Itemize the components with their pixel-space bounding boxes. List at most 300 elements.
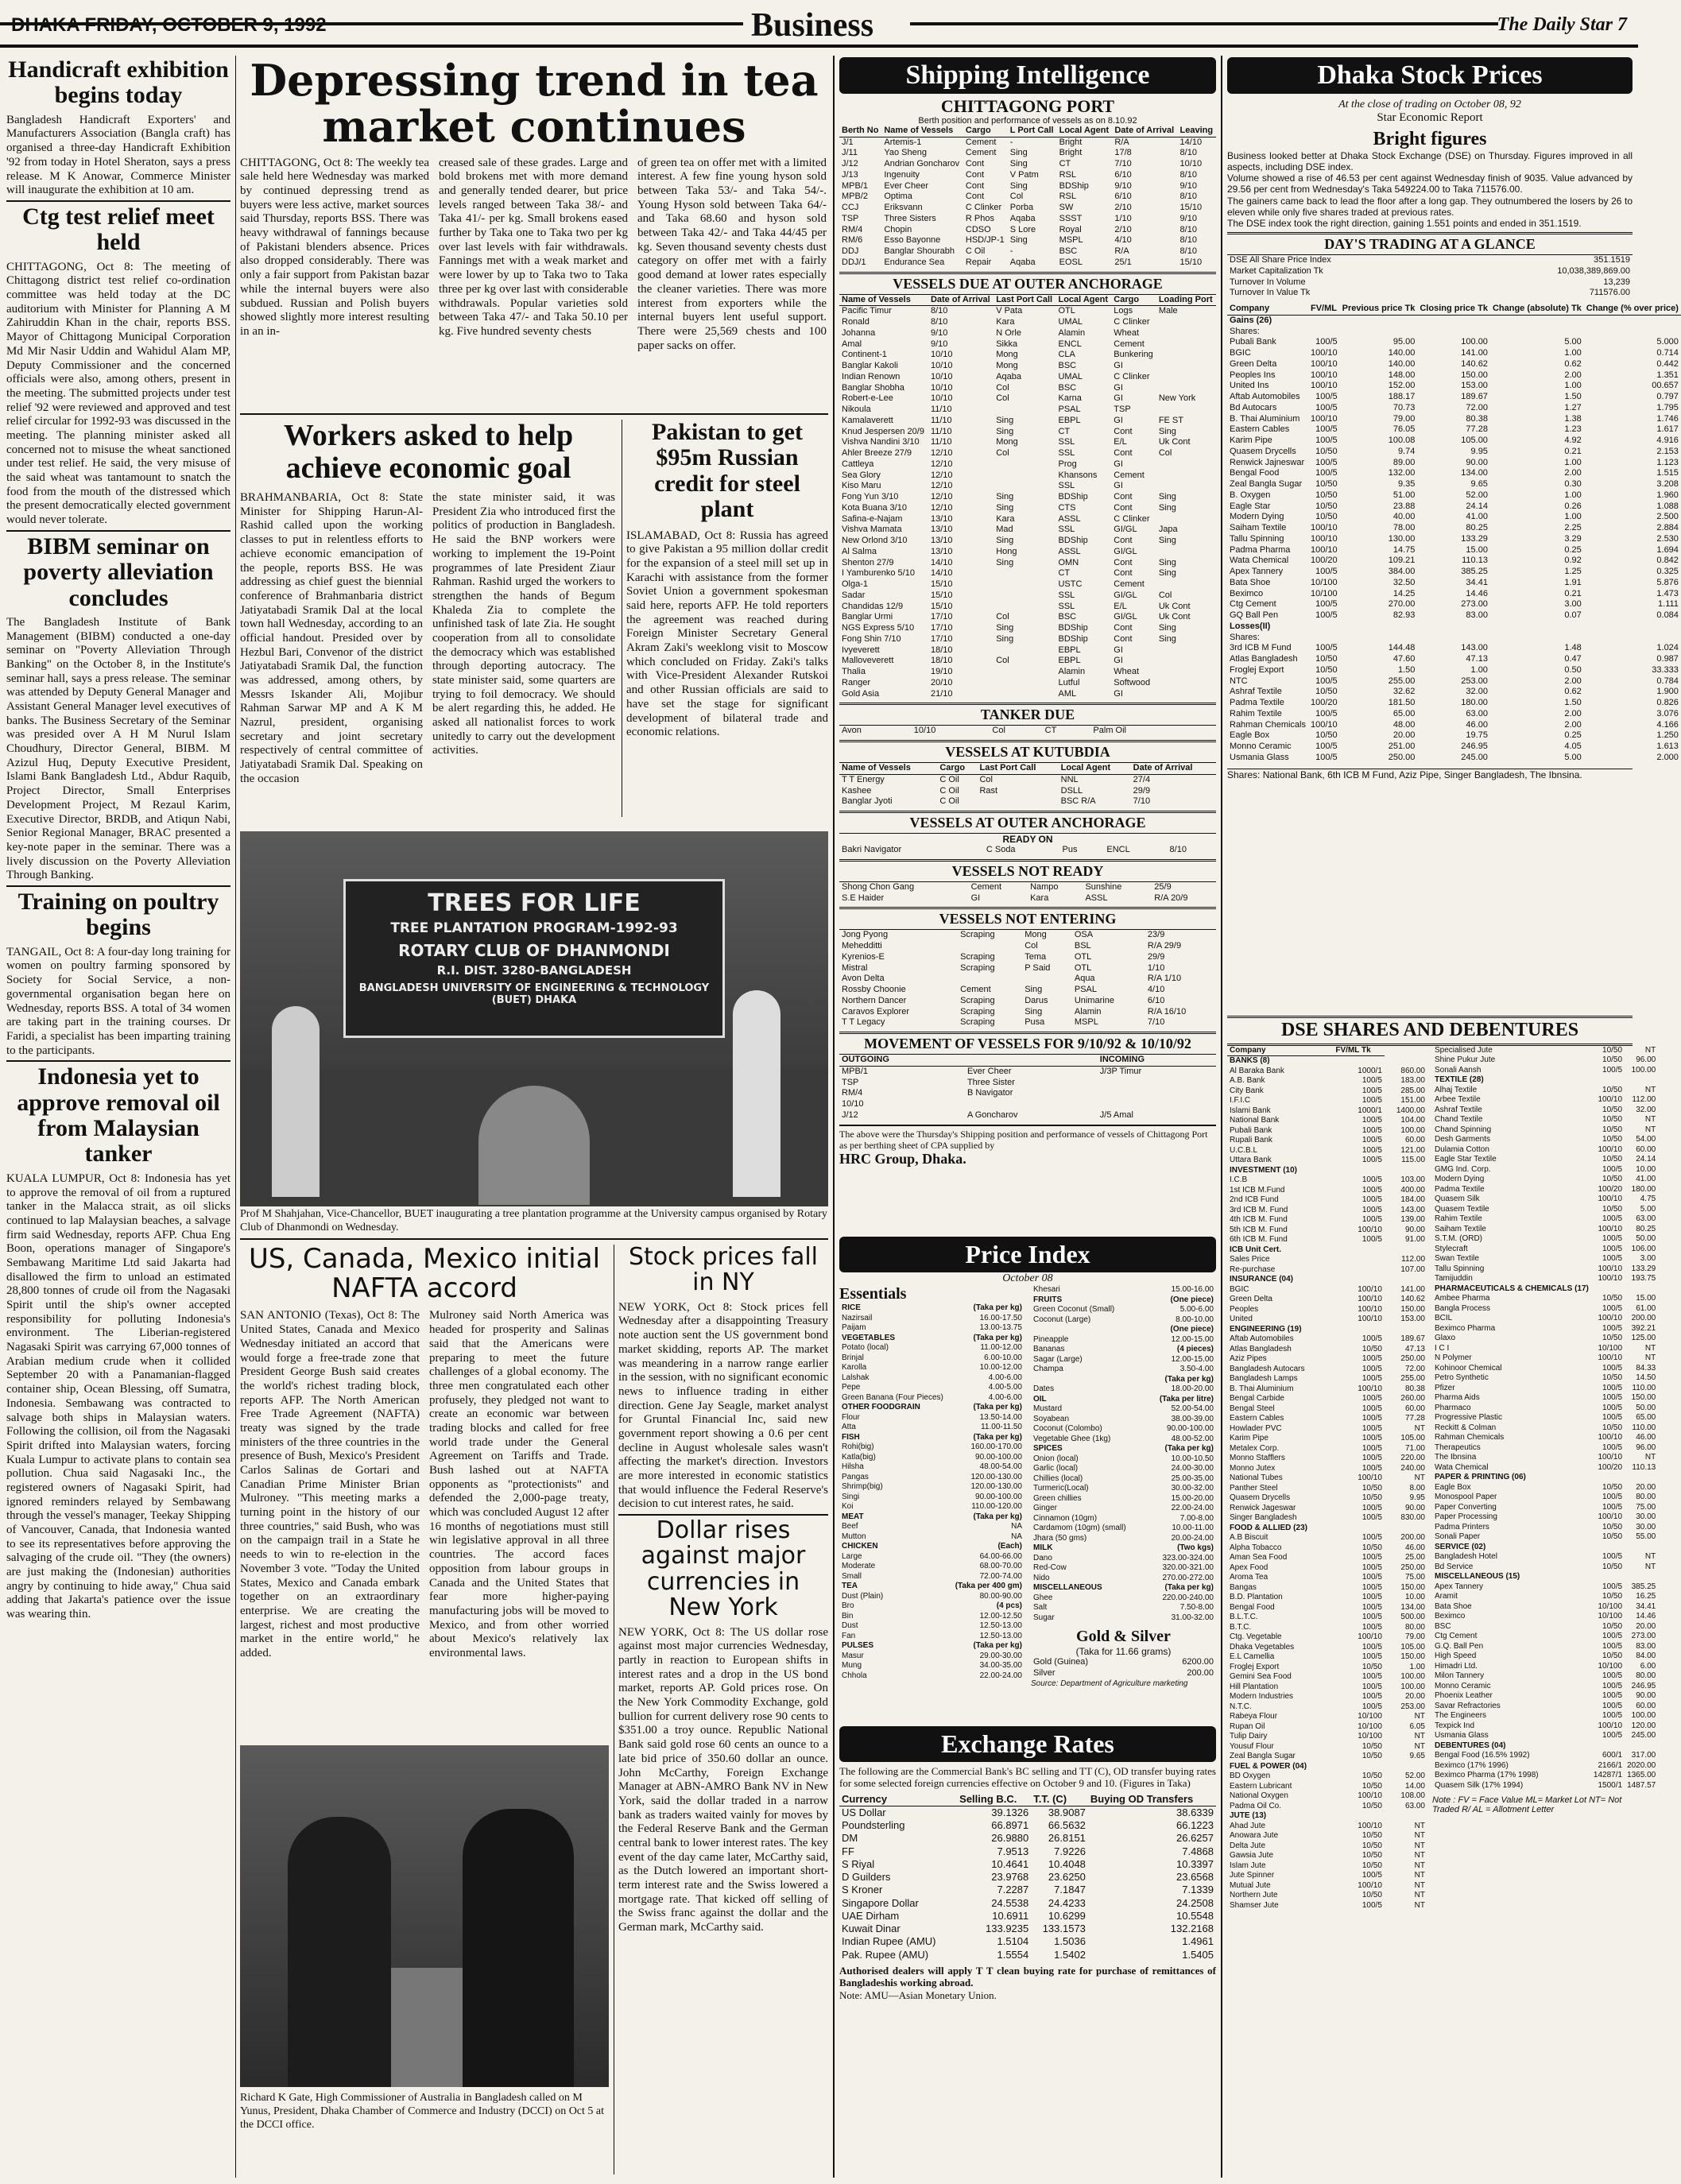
table-cell: Progressive Plastic: [1435, 1413, 1503, 1423]
table-cell: 0.21: [1564, 446, 1582, 456]
pakistan-story: [626, 420, 828, 817]
table-cell: SERVICE (02): [1435, 1542, 1486, 1551]
table-cell: 10/50: [1602, 1373, 1623, 1383]
table-cell: 132.2168: [1170, 1923, 1214, 1935]
table-cell: 317.00: [1631, 1751, 1656, 1760]
table-cell: 3rd ICB M Fund: [1230, 643, 1292, 653]
section-title: Business: [751, 7, 874, 44]
table-cell: 6/10: [1114, 192, 1132, 202]
table-row: [1432, 1264, 1658, 1275]
table-cell: 34.00-35.00: [979, 1661, 1022, 1670]
table-cell: 105.00: [1461, 436, 1488, 445]
table-cell: NA: [1011, 1522, 1022, 1531]
table-cell: Stylecraft: [1435, 1244, 1468, 1253]
price-row: [839, 1343, 1024, 1353]
table-row: [839, 893, 1216, 904]
table-cell: Glaxo: [1435, 1334, 1456, 1343]
table-cell: BDShip: [1058, 492, 1088, 501]
table-row: [839, 1910, 1216, 1923]
table-cell: 600/1: [1602, 1751, 1623, 1760]
table-cell: 181.50: [1388, 698, 1416, 707]
table-cell: [1490, 633, 1584, 644]
table-cell: 63.00: [1404, 1801, 1425, 1810]
table-row: [1432, 1702, 1658, 1712]
table-cell: 1487.57: [1627, 1780, 1656, 1790]
table-cell: Re-purchase: [1230, 1264, 1276, 1274]
table-cell: Alamin: [1058, 667, 1086, 676]
table-cell: 100/5: [1602, 1681, 1623, 1690]
table-cell: Jute Spinner: [1230, 1871, 1275, 1880]
price-row: [839, 1482, 1024, 1493]
table-cell: Usmania Glass: [1435, 1731, 1489, 1741]
price-row: [1031, 1603, 1216, 1613]
table-cell: Paijam: [842, 1323, 866, 1332]
table-cell: 100/5: [1361, 1096, 1382, 1106]
table-cell: 41.00: [1636, 1175, 1656, 1184]
table-cell: P Said: [1024, 962, 1051, 973]
table-cell: CLA: [1058, 350, 1075, 360]
price-row: [1031, 1305, 1216, 1315]
table-cell: Bright: [1059, 137, 1083, 147]
table-cell: 9.74: [1397, 446, 1416, 456]
table-cell: SSL: [1058, 481, 1075, 491]
table-cell: -: [1009, 246, 1013, 256]
table-cell: (One piece): [1170, 1295, 1214, 1304]
table-cell: 47.13: [1404, 1344, 1425, 1353]
gold-table: [1031, 1657, 1216, 1679]
table-row: [1227, 589, 1681, 600]
table-cell: Bangas: [1230, 1582, 1257, 1592]
table-cell: Rahman Chemicals: [1435, 1433, 1505, 1442]
table-cell: 100/5: [1361, 1642, 1382, 1652]
table-cell: Karim Pipe: [1230, 1434, 1268, 1443]
table-cell: 351.1519: [1594, 255, 1630, 265]
table-cell: I.F.I.C: [1230, 1096, 1251, 1106]
table-cell: 105.00: [1400, 1434, 1425, 1443]
table-row: [839, 1845, 1216, 1858]
table-cell: R/A: [1114, 137, 1129, 147]
table-cell: 188.17: [1388, 392, 1416, 401]
table-cell: Mong: [996, 437, 1018, 447]
table-cell: Bata Shoe: [1230, 577, 1271, 587]
table-cell: 12.00-12.50: [979, 1611, 1022, 1621]
table-cell: Soyabean: [1033, 1414, 1070, 1423]
table-cell: V Patm: [1009, 169, 1039, 180]
table-cell: 10.6911: [992, 1909, 1029, 1922]
table-row: [1432, 1691, 1658, 1702]
table-cell: 100/5: [1315, 752, 1338, 762]
table-cell: 60.00: [1404, 1136, 1425, 1145]
table-cell: 100/5: [1361, 1652, 1382, 1662]
table-cell: 100/5: [1361, 1404, 1382, 1413]
table-cell: DM: [842, 1832, 858, 1845]
table-cell: Sing: [1158, 492, 1176, 501]
table-cell: DDJ: [842, 246, 859, 256]
table-cell: [1156, 317, 1216, 328]
table-cell: Dhaka Vegetables: [1230, 1642, 1295, 1652]
table-cell: 10/50: [1315, 446, 1338, 456]
table-row: [839, 148, 1216, 159]
table-cell: 152.00: [1388, 381, 1416, 391]
table-cell: 10/100: [1598, 1343, 1623, 1353]
price-row: [1031, 1395, 1216, 1405]
table-cell: 29/9: [1133, 785, 1151, 796]
table-cell: 84.00: [1636, 1652, 1656, 1661]
table-cell: Fan: [842, 1631, 856, 1640]
table-cell: Pusa: [1024, 1017, 1045, 1028]
table-cell: Beximco (17% 1996): [1435, 1760, 1509, 1770]
table-row: [839, 558, 1216, 569]
table-cell: Ingenuity: [884, 169, 920, 180]
table-cell: 100/5: [1361, 1215, 1382, 1225]
table-cell: 10/50: [1361, 1841, 1382, 1850]
table-cell: Sonali Paper: [1435, 1532, 1481, 1542]
tea-story: [240, 57, 828, 407]
table-cell: Monno Jutex: [1230, 1463, 1276, 1473]
table-cell: Chandidas 12/9: [842, 601, 904, 611]
table-row: [1227, 1325, 1427, 1335]
table-cell: Aqaba: [1009, 213, 1036, 223]
table-row: [1432, 1046, 1658, 1056]
table-cell: FISH: [842, 1432, 860, 1442]
table-cell: Nazirsail: [842, 1313, 873, 1322]
table-cell: Saiham Textile: [1230, 523, 1287, 532]
table-row: [839, 678, 1216, 689]
dse-sub1: At the close of trading on October 08, 92: [1338, 99, 1521, 110]
table-cell: 100/5: [1602, 1383, 1623, 1392]
table-row: [1432, 1344, 1658, 1354]
table-cell: GI/GL: [1114, 525, 1137, 535]
column-header: Local Agent: [1059, 763, 1131, 774]
table-cell: [1385, 1762, 1427, 1772]
table-cell: 4.00-6.00: [988, 1373, 1022, 1382]
table-cell: [1333, 1255, 1384, 1265]
table-cell: 9/10: [1179, 180, 1197, 191]
table-row: [839, 974, 1216, 985]
table-cell: Sing: [1009, 148, 1028, 158]
table-row: [839, 416, 1216, 427]
table-cell: 46.00: [1636, 1433, 1656, 1442]
table-cell: Col: [996, 612, 1009, 622]
table-cell: Scraping: [960, 951, 995, 962]
table-cell: 110.13: [1632, 1462, 1656, 1472]
table-row: [1432, 1592, 1658, 1602]
table-cell: Turmeric(Local): [1033, 1484, 1089, 1493]
workers-story: [240, 420, 617, 825]
table-cell: 4.05: [1564, 742, 1582, 751]
table-row: [1227, 1533, 1427, 1543]
table-cell: 384.00: [1388, 567, 1416, 576]
table-row: [839, 525, 1216, 536]
nafta-col-1: SAN ANTONIO (Texas), Oct 8: The United States, Canada and Mexico Wednesday initiated an accord that would forge a free-trade zone that President George Bush said creates the world's richest trading block, reports AFP. The North American Free Trade Agreement (NAFTA) treaty was signed by the trade ministers of the three countries in the presence of Bush, Mexico's President Carlos Salinas de Gortari and Canadian Prime Minister Brian Mulroney. "This meeting marks a turning point in the history of our three countries," said Bush, who was on the campaign trail in a State he needs to win to re-election in the November 3 vote. "Today the United States, Mexico and Canada embark together on an extraordinary enterprise. We are creating the largest, richest and most productive market in the entire world," he added.: [240, 1309, 420, 1659]
table-cell: Cont: [1114, 502, 1133, 513]
table-cell: 10/50: [1602, 1045, 1623, 1055]
table-cell: Peoples: [1230, 1304, 1259, 1314]
table-row: [839, 405, 1216, 416]
table-cell: NT: [1414, 1861, 1425, 1870]
table-cell: [1591, 1572, 1625, 1582]
table-row: [1432, 1205, 1658, 1215]
page-label: The Daily Star 7: [1497, 14, 1627, 35]
table-cell: 10/10: [842, 1099, 864, 1109]
table-cell: 48.00-52.00: [1171, 1434, 1214, 1443]
table-cell: 323.00-324.00: [1162, 1553, 1214, 1562]
table-cell: Col: [996, 656, 1009, 666]
table-cell: 100/5: [1361, 1116, 1382, 1125]
table-cell: 2.000: [1656, 752, 1679, 762]
table-cell: Dates: [1033, 1384, 1055, 1393]
table-cell: FRUITS: [1033, 1295, 1063, 1304]
table-cell: Usmania Glass: [1230, 752, 1289, 762]
table-row: [1227, 1265, 1427, 1276]
table-cell: Artemis-1: [884, 137, 922, 147]
table-cell: 100/5: [1602, 1303, 1623, 1313]
table-cell: 200.00: [1400, 1533, 1425, 1543]
story-ctg-relief: CHITTAGONG, Oct 8: The meeting of Chittagong district test relief co-ordination committee was held today at the DC auditorium with Minister for Planning A M Zahiruddin Khan in the chair, reports BSS. Mayor of Chittagong Municipal Corporation Md Mir Nasir Uddin and Wahidul Alam MP, Deputy Commissioner and the concerned officials were also, among others, present in the meeting. The submitted projects under test relief '92 were reviewed and approved and test relief circular for 1992-93 was discussed in the meeting. The planning minister asked all concerned not to misuse the wheat sanctioned under test relief. He said, the very misuse of the said wheat was tantamount to snatch the food from the mouth of the distressed which the present democratically elected government would never tolerate.: [6, 260, 230, 527]
table-cell: 0.30: [1564, 479, 1582, 489]
table-cell: 150.00: [1400, 1582, 1425, 1592]
table-cell: Tallu Spinning: [1230, 533, 1284, 544]
table-cell: Padma Pharma: [1230, 544, 1291, 555]
table-row: [839, 656, 1216, 667]
table-cell: 100/5: [1361, 1364, 1382, 1373]
table-cell: Eagle Box: [1230, 730, 1270, 741]
table-cell: Knud Jespersen 20/9: [842, 426, 924, 436]
table-cell: DSLL: [1060, 785, 1083, 796]
table-cell: Khesari: [1033, 1285, 1060, 1294]
table-cell: Dust (Plain): [842, 1591, 884, 1601]
table-cell: 96.00: [1636, 1442, 1656, 1452]
table-cell: 10/50: [1602, 1055, 1623, 1065]
table-cell: C Clinker: [965, 203, 1002, 212]
table-cell: [1098, 1088, 1216, 1099]
table-row: [1432, 1115, 1658, 1125]
table-cell: 385.25: [1461, 567, 1488, 576]
table-cell: (Taka per kg): [1164, 1374, 1214, 1384]
exchange-foot1: Authorised dealers will apply T T clean buying rate for purchase of remittances of Bangladeshis working abroad.: [839, 1964, 1216, 1989]
dse-p2: Volume showed a rise of 46.53 per cent against Wednesday finish of 9035. Value advanced by 29.56 per cent from Wednesday's Taka 549224.00 to Taka 711576.00.: [1227, 172, 1633, 196]
tea-col-2: creased sale of these grades. Large and bold brokens met with more demand and generally tended dearer, but price levels ranged between Taka 38/- and Taka 41/- per kg. Small brokens eased further by Taka one to Taka two per kg over last levels with fair withdrawals. Fannings met with a weak market and were lower by up to Taka two to Taka three per kg over last with considerable withdrawals. Popular varieties sold between Taka 47/- and Taka 50.10 per kg. Five hundred seventy chests: [439, 156, 628, 338]
table-cell: Aqaba: [1009, 257, 1036, 267]
price-row: [1031, 1563, 1216, 1574]
table-cell: NT: [1644, 1552, 1656, 1562]
table-cell: [1156, 547, 1216, 558]
price-row: [1031, 1613, 1216, 1624]
table-cell: 25/9: [1154, 881, 1172, 892]
table-row: [1432, 1662, 1658, 1672]
table-cell: Karolla: [842, 1363, 867, 1372]
table-cell: Sing: [996, 492, 1014, 501]
shipping-title: Shipping Intelligence: [839, 57, 1216, 94]
table-cell: ENCL: [1058, 339, 1082, 349]
table-cell: 2.00: [1564, 468, 1582, 478]
table-cell: Singi: [842, 1492, 860, 1501]
table-row: [1227, 1076, 1427, 1086]
table-cell: 25.00-35.00: [1171, 1473, 1214, 1483]
table-cell: Shenton 27/9: [842, 557, 894, 567]
table-cell: NT: [1414, 1732, 1425, 1741]
table-cell: Singapore Dollar: [842, 1896, 919, 1909]
table-cell: Froglej Export: [1230, 664, 1284, 675]
table-cell: NT: [1644, 1125, 1656, 1134]
table-cell: 115.00: [1401, 1156, 1425, 1165]
table-cell: Ronald: [842, 317, 870, 327]
table-cell: (Taka per 400 gm): [955, 1582, 1022, 1590]
table-cell: 3.00: [1564, 599, 1582, 610]
table-cell: 13.50-14.00: [979, 1412, 1022, 1422]
table-cell: 193.75: [1631, 1274, 1656, 1284]
table-row: [1432, 1572, 1658, 1582]
table-cell: 10/50: [1602, 1652, 1623, 1661]
table-cell: Bangladesh Hotel: [1435, 1552, 1497, 1562]
masthead: [0, 0, 1638, 48]
table-cell: [1156, 339, 1216, 350]
table-cell: The Ibnsina: [1435, 1453, 1477, 1462]
table-cell: 100/5: [1315, 742, 1338, 751]
table-cell: GI: [1114, 415, 1123, 425]
table-row: [1432, 1771, 1658, 1781]
table-cell: 246.95: [1631, 1681, 1656, 1690]
table-cell: Japa: [1158, 525, 1178, 535]
table-cell: 48.00-54.00: [979, 1462, 1022, 1471]
table-row: [839, 952, 1216, 963]
table-cell: 260.00: [1400, 1394, 1425, 1404]
table-cell: EBPL: [1058, 415, 1081, 425]
table-cell: 100/10: [1598, 1433, 1623, 1442]
table-cell: OIL: [1033, 1394, 1047, 1404]
table-cell: [1333, 1166, 1384, 1176]
table-cell: 90.00: [1466, 457, 1488, 467]
table-cell: 106.00: [1631, 1244, 1656, 1253]
table-cell: 270.00: [1388, 599, 1416, 610]
table-cell: Beximco: [1230, 588, 1264, 598]
table-cell: 100/5: [1361, 1136, 1382, 1145]
price-row: [839, 1383, 1024, 1393]
table-row: [1227, 1295, 1427, 1305]
table-cell: Pus: [1062, 845, 1078, 854]
pakistan-body: ISLAMABAD, Oct 8: Russia has agreed to give Pakistan a 95 million dollar credit for the expansion of a steel mill set up in Karachi with assistance from the former Soviet Union a government spokesman said here, reports AFP. He told reporters the agreement was reached during Foreign Minister Secretary General Akram Zaki's weeklong visit to Moscow which concluded on Friday. Zaki's talks with Vice-President Alexander Rutskoi and other Russian officials are said to have set the stage for significant development of bilateral trade and economic relations.: [626, 529, 828, 739]
table-cell: Renwick Jajneswar: [1230, 457, 1305, 467]
table-cell: 8/10: [1179, 148, 1197, 158]
table-cell: 100/10: [1598, 1314, 1623, 1323]
table-row: [1227, 1235, 1427, 1245]
table-cell: [1333, 1265, 1384, 1276]
table-cell: Atlas Bangladesh: [1230, 1344, 1292, 1353]
table-row: [1227, 643, 1681, 654]
table-cell: 133.29: [1631, 1264, 1656, 1273]
table-cell: 47.60: [1392, 654, 1416, 664]
table-cell: 100/5: [1315, 676, 1338, 686]
table-cell: 0.325: [1656, 567, 1679, 576]
table-cell: Sing: [1158, 536, 1176, 545]
table-cell: Al Salma: [842, 546, 877, 556]
table-cell: 1.351: [1656, 370, 1679, 380]
table-cell: INVESTMENT (10): [1230, 1165, 1298, 1175]
table-cell: 8/10: [1179, 192, 1197, 202]
table-cell: Sagar (Large): [1033, 1354, 1083, 1364]
table-cell: 140.62: [1400, 1295, 1425, 1304]
price-row: [839, 1632, 1024, 1642]
table-cell: Cement: [1114, 579, 1145, 589]
headline-poultry: Training on poultry begins: [17, 888, 219, 941]
price-row: [1031, 1593, 1216, 1604]
table-cell: 26.9880: [991, 1832, 1029, 1845]
table-cell: [1333, 1325, 1384, 1335]
table-row: [1227, 742, 1681, 753]
table-cell: 12.50-13.00: [979, 1621, 1022, 1630]
table-cell: 100/5: [1315, 599, 1338, 610]
table-cell: 27/4: [1133, 774, 1151, 784]
table-row: [1432, 1384, 1658, 1394]
table-cell: J/12: [842, 1109, 858, 1120]
table-cell: E.L Camellia: [1230, 1652, 1275, 1662]
table-cell: 100.00: [1461, 337, 1488, 347]
table-cell: 253.00: [1400, 1702, 1425, 1711]
table-cell: SSL: [1058, 448, 1075, 458]
table-cell: 100/10: [1598, 1095, 1623, 1105]
table-cell: 10.4048: [1048, 1857, 1086, 1870]
table-row: [839, 361, 1216, 372]
table-cell: 23.88: [1392, 501, 1416, 511]
table-row: [1227, 1434, 1427, 1444]
price-row: [839, 1373, 1024, 1384]
table-cell: Scraping: [960, 1006, 995, 1016]
table-cell: Col: [1158, 448, 1172, 458]
table-cell: 24.2508: [1176, 1896, 1214, 1909]
kutubdia-title: VESSELS AT KUTUBDIA: [839, 740, 1216, 763]
table-cell: Indian Renown: [842, 371, 901, 381]
table-cell: Tulip Dairy: [1230, 1732, 1268, 1741]
table-row: [1432, 1642, 1658, 1652]
table-cell: 13/10: [930, 546, 953, 556]
price-row: [1031, 1574, 1216, 1584]
table-cell: 100/10: [1358, 1384, 1382, 1393]
table-cell: Therapeutics: [1435, 1442, 1481, 1452]
table-cell: [1417, 633, 1490, 644]
table-row: [839, 930, 1216, 941]
table-cell: 100/5: [1361, 1185, 1382, 1195]
table-row: [1227, 255, 1633, 266]
table-cell: Uttara Bank: [1230, 1156, 1272, 1165]
dollar-body: NEW YORK, Oct 8: The US dollar rose against most major currencies Wednesday, partly in reaction to European shifts in interest rates and a drop in the US bond market, reports AP. Gold prices rose. On the New York Commodity Exchange, gold bullion for current delivery rose 90 cents to $351.00 a troy ounce. Republic National Bank said gold rose 60 cents an ounce to a late bid price of 350.60 dollar an ounce. John McCarthy, Foreign Exchange Manager at ABN-AMRO Bank NV in New York, said the dollar traded in a narrow bank as traders waited vainly for moves by the Federal Reserve Bank and the German central bank to lower interest rates. The key event of the day came later, McCarthy said, as the Dutch lowered an important short-term interest rate and the Swiss lowered a mortgage rate. That kicked off selling of the Swiss franc against the dollar and the German mark, McCarthy said.: [618, 1625, 828, 1934]
table-row: [1227, 1891, 1427, 1901]
table-row: [1432, 1324, 1658, 1334]
table-row: [1227, 1146, 1427, 1156]
table-cell: 100/5: [1361, 1622, 1382, 1632]
table-row: [839, 1832, 1216, 1845]
table-cell: BSC: [1435, 1621, 1451, 1631]
table-cell: Monno Ceramic: [1230, 742, 1292, 751]
not-entering-table: [839, 930, 1216, 1028]
table-cell: 100/5: [1361, 1702, 1382, 1711]
table-cell: 2.530: [1656, 533, 1679, 544]
table-cell: [993, 481, 1055, 492]
price-row: [1031, 1435, 1216, 1445]
tree-plantation-photo: [240, 831, 828, 1206]
table-cell: R/A 20/9: [1154, 893, 1188, 903]
column-header: Buying OD Transfers: [1088, 1793, 1216, 1806]
table-cell: [1022, 974, 1072, 985]
table-row: [839, 350, 1216, 361]
table-cell: 14.50: [1636, 1373, 1656, 1383]
table-cell: 23.6568: [1176, 1871, 1214, 1884]
table-cell: Cont: [965, 169, 985, 180]
table-cell: 90.00-100.00: [1167, 1424, 1214, 1433]
table-cell: B. Thai Aluminium: [1230, 413, 1300, 424]
table-cell: 100/10: [1310, 544, 1338, 555]
table-cell: Nikoula: [842, 405, 871, 414]
table-cell: Monno Ceramic: [1435, 1681, 1491, 1690]
